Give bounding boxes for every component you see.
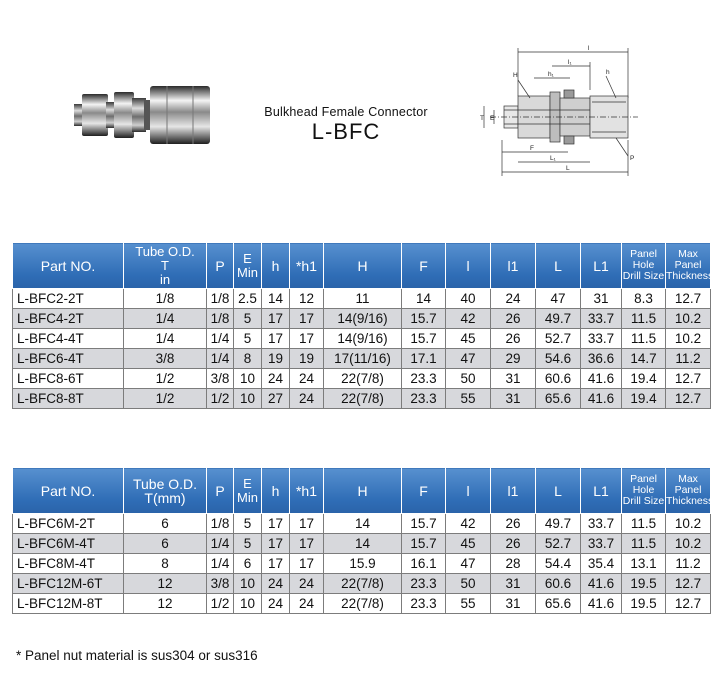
table-cell: 17 [262,309,290,329]
connector-photo [70,82,218,146]
table-cell: 47 [536,289,581,309]
part-number-cell: L-BFC8-8T [13,389,124,409]
table-cell: 42 [446,309,491,329]
table-body [13,514,711,614]
table-cell: 65.6 [536,594,581,614]
table-cell: 10.2 [666,309,711,329]
table-cell: 1/2 [124,389,207,409]
table-cell: 1/4 [207,534,234,554]
table-cell: 1/4 [124,309,207,329]
table-cell: 23.3 [402,594,446,614]
part-number-cell: L-BFC12M-8T [13,594,124,614]
part-number-cell: L-BFC8M-4T [13,554,124,574]
part-number-cell: L-BFC6-4T [13,349,124,369]
table-cell: 17(11/16) [324,349,402,369]
table-cell: 14(9/16) [324,329,402,349]
header-panel-thickness: Max Panel Thickness [666,468,711,514]
label-F: F [530,145,534,152]
table-row [13,389,711,409]
table-cell: 24 [290,389,324,409]
table-cell: 12 [124,594,207,614]
table-cell: 24 [262,574,290,594]
table-cell: 55 [446,594,491,614]
table-cell: 22(7/8) [324,389,402,409]
table-row [13,289,711,309]
header-L1: L1 [581,243,622,289]
table-cell: 12.7 [666,369,711,389]
table-cell: 8.3 [622,289,666,309]
table-cell: 23.3 [402,389,446,409]
footnote: * Panel nut material is sus304 or sus316 [16,648,258,663]
table-cell: 3/8 [207,369,234,389]
table-cell: 8 [124,554,207,574]
table-cell: 3/8 [207,574,234,594]
table-row [13,349,711,369]
table-cell: 55 [446,389,491,409]
label-l: l [588,45,590,52]
table-cell: 5 [234,309,262,329]
table-cell: 1/2 [207,389,234,409]
table-cell: 17 [262,329,290,349]
table-cell: 12.7 [666,594,711,614]
table-cell: 1/8 [207,514,234,534]
table-cell: 40 [446,289,491,309]
table-cell: 26 [491,309,536,329]
header-e-min: E Min [234,243,262,289]
part-number-cell: L-BFC8-6T [13,369,124,389]
header-part-no: Part NO. [13,243,124,289]
product-code: L-BFC [311,119,381,144]
table-cell: 41.6 [581,594,622,614]
table-cell: 17 [290,554,324,574]
table-cell: 15.7 [402,329,446,349]
table-cell: 26 [491,329,536,349]
header-h: h [262,468,290,514]
table-row [13,369,711,389]
table-cell: 24 [262,594,290,614]
header-l: l [446,243,491,289]
table-cell: 52.7 [536,329,581,349]
table-cell: 6 [234,554,262,574]
part-number-cell: L-BFC6M-4T [13,534,124,554]
part-number-cell: L-BFC12M-6T [13,574,124,594]
table-cell: 26 [491,534,536,554]
table-cell: 60.6 [536,574,581,594]
table-cell: 50 [446,574,491,594]
table-cell: 33.7 [581,329,622,349]
table-cell: 10 [234,389,262,409]
table-cell: 5 [234,329,262,349]
header-tube-od: Tube O.D. T in [124,243,207,289]
table-body [13,289,711,409]
table-cell: 12 [290,289,324,309]
table-cell: 12.7 [666,574,711,594]
table-cell: 47 [446,554,491,574]
table-cell: 16.1 [402,554,446,574]
table-cell: 1/2 [207,594,234,614]
header-part-no: Part NO. [13,468,124,514]
header-tube-od: Tube O.D. T(mm) [124,468,207,514]
table-cell: 41.6 [581,369,622,389]
table-cell: 11.2 [666,349,711,369]
header-p: P [207,243,234,289]
header-H: H [324,468,402,514]
table-cell: 31 [491,369,536,389]
table-cell: 24 [290,594,324,614]
product-subtitle: Bulkhead Female Connector [264,105,428,119]
table-cell: 47 [446,349,491,369]
table-cell: 1/8 [124,289,207,309]
table-cell: 22(7/8) [324,594,402,614]
table-cell: 19 [262,349,290,369]
header-panel-hole: Panel Hole Drill Size [622,468,666,514]
table-cell: 5 [234,514,262,534]
table-cell: 54.6 [536,349,581,369]
table-cell: 31 [491,389,536,409]
table-cell: 6 [124,514,207,534]
table-cell: 5 [234,534,262,554]
table-cell: 41.6 [581,389,622,409]
table-cell: 1/4 [207,554,234,574]
table-cell: 6 [124,534,207,554]
table-cell: 10 [234,369,262,389]
table-cell: 22(7/8) [324,574,402,594]
label-l1: l₁ [568,59,572,66]
table-cell: 17 [290,534,324,554]
table-cell: 10 [234,574,262,594]
table-cell: 24 [290,369,324,389]
table-cell: 10.2 [666,329,711,349]
part-number-cell: L-BFC2-2T [13,289,124,309]
label-T: T [480,115,484,122]
header-F: F [402,243,446,289]
header-h1: *h1 [290,243,324,289]
label-L1: L₁ [550,155,556,162]
part-number-cell: L-BFC4-4T [13,329,124,349]
table-cell: 8 [234,349,262,369]
header-H: H [324,243,402,289]
header-F: F [402,468,446,514]
table-cell: 41.6 [581,574,622,594]
table-cell: 31 [491,574,536,594]
table-cell: 33.7 [581,309,622,329]
table-cell: 1/4 [207,349,234,369]
table-cell: 11.5 [622,309,666,329]
table-cell: 14 [324,514,402,534]
table-cell: 52.7 [536,534,581,554]
table-cell: 42 [446,514,491,534]
table-cell: 14 [402,289,446,309]
table-cell: 1/2 [124,369,207,389]
table-row [13,329,711,349]
header-l: l [446,468,491,514]
header-panel-hole: Panel Hole Drill Size [622,243,666,289]
table-cell: 3/8 [124,349,207,369]
label-L: L [566,165,570,172]
table-cell: 11.5 [622,514,666,534]
header-p: P [207,468,234,514]
table-cell: 17.1 [402,349,446,369]
table-cell: 45 [446,534,491,554]
table-cell: 1/8 [207,309,234,329]
table-cell: 2.5 [234,289,262,309]
table-cell: 11.5 [622,329,666,349]
table-row [13,594,711,614]
table-cell: 54.4 [536,554,581,574]
table-cell: 1/8 [207,289,234,309]
table-cell: 14(9/16) [324,309,402,329]
header-panel-thickness: Max Panel Thickness [666,243,711,289]
table-cell: 15.7 [402,514,446,534]
table-cell: 11.5 [622,534,666,554]
table-cell: 19.4 [622,369,666,389]
header-e-min: E Min [234,468,262,514]
table-cell: 11 [324,289,402,309]
table-cell: 13.1 [622,554,666,574]
header-L1: L1 [581,468,622,514]
table-cell: 14 [262,289,290,309]
header-l1: l1 [491,243,536,289]
table-cell: 31 [581,289,622,309]
header-L: L [536,468,581,514]
table-cell: 26 [491,514,536,534]
table-cell: 49.7 [536,514,581,534]
table-cell: 23.3 [402,369,446,389]
label-E: E [490,115,495,122]
table-cell: 49.7 [536,309,581,329]
table-cell: 15.9 [324,554,402,574]
table-cell: 12.7 [666,389,711,409]
table-cell: 17 [262,554,290,574]
table-cell: 36.6 [581,349,622,369]
table-cell: 17 [290,329,324,349]
table-row [13,554,711,574]
table-cell: 28 [491,554,536,574]
table-cell: 1/4 [124,329,207,349]
table-cell: 19.5 [622,574,666,594]
label-h1: h₁ [548,71,554,78]
table-cell: 10.2 [666,514,711,534]
table-cell: 31 [491,594,536,614]
table-cell: 35.4 [581,554,622,574]
table-cell: 27 [262,389,290,409]
table-cell: 45 [446,329,491,349]
table-cell: 33.7 [581,534,622,554]
technical-drawing [478,40,648,182]
table-cell: 17 [290,309,324,329]
table-cell: 14.7 [622,349,666,369]
table-cell: 19 [290,349,324,369]
table-row [13,574,711,594]
table-cell: 11.2 [666,554,711,574]
table-row [13,514,711,534]
table-cell: 29 [491,349,536,369]
table-cell: 19.4 [622,389,666,409]
table-cell: 50 [446,369,491,389]
table-cell: 10.2 [666,534,711,554]
label-H: H [513,72,518,79]
table-row [13,309,711,329]
table-cell: 23.3 [402,574,446,594]
header-L: L [536,243,581,289]
table-cell: 17 [290,514,324,534]
table-cell: 12 [124,574,207,594]
table-cell: 15.7 [402,534,446,554]
product-heading [246,105,446,145]
table-cell: 60.6 [536,369,581,389]
table-cell: 22(7/8) [324,369,402,389]
table-cell: 1/4 [207,329,234,349]
table-cell: 24 [262,369,290,389]
table-cell: 12.7 [666,289,711,309]
header-l1: l1 [491,468,536,514]
table-cell: 15.7 [402,309,446,329]
header-h1: *h1 [290,468,324,514]
header-h: h [262,243,290,289]
table-cell: 24 [491,289,536,309]
table-row [13,534,711,554]
label-h: h [606,69,610,76]
table-cell: 19.5 [622,594,666,614]
part-number-cell: L-BFC6M-2T [13,514,124,534]
table-cell: 17 [262,534,290,554]
part-number-cell: L-BFC4-2T [13,309,124,329]
table-cell: 24 [290,574,324,594]
spec-table-mm [12,467,714,614]
table-cell: 33.7 [581,514,622,534]
table-cell: 17 [262,514,290,534]
label-P: P [630,155,635,162]
table-cell: 14 [324,534,402,554]
table-cell: 10 [234,594,262,614]
spec-table-inch [12,242,714,409]
table-cell: 65.6 [536,389,581,409]
